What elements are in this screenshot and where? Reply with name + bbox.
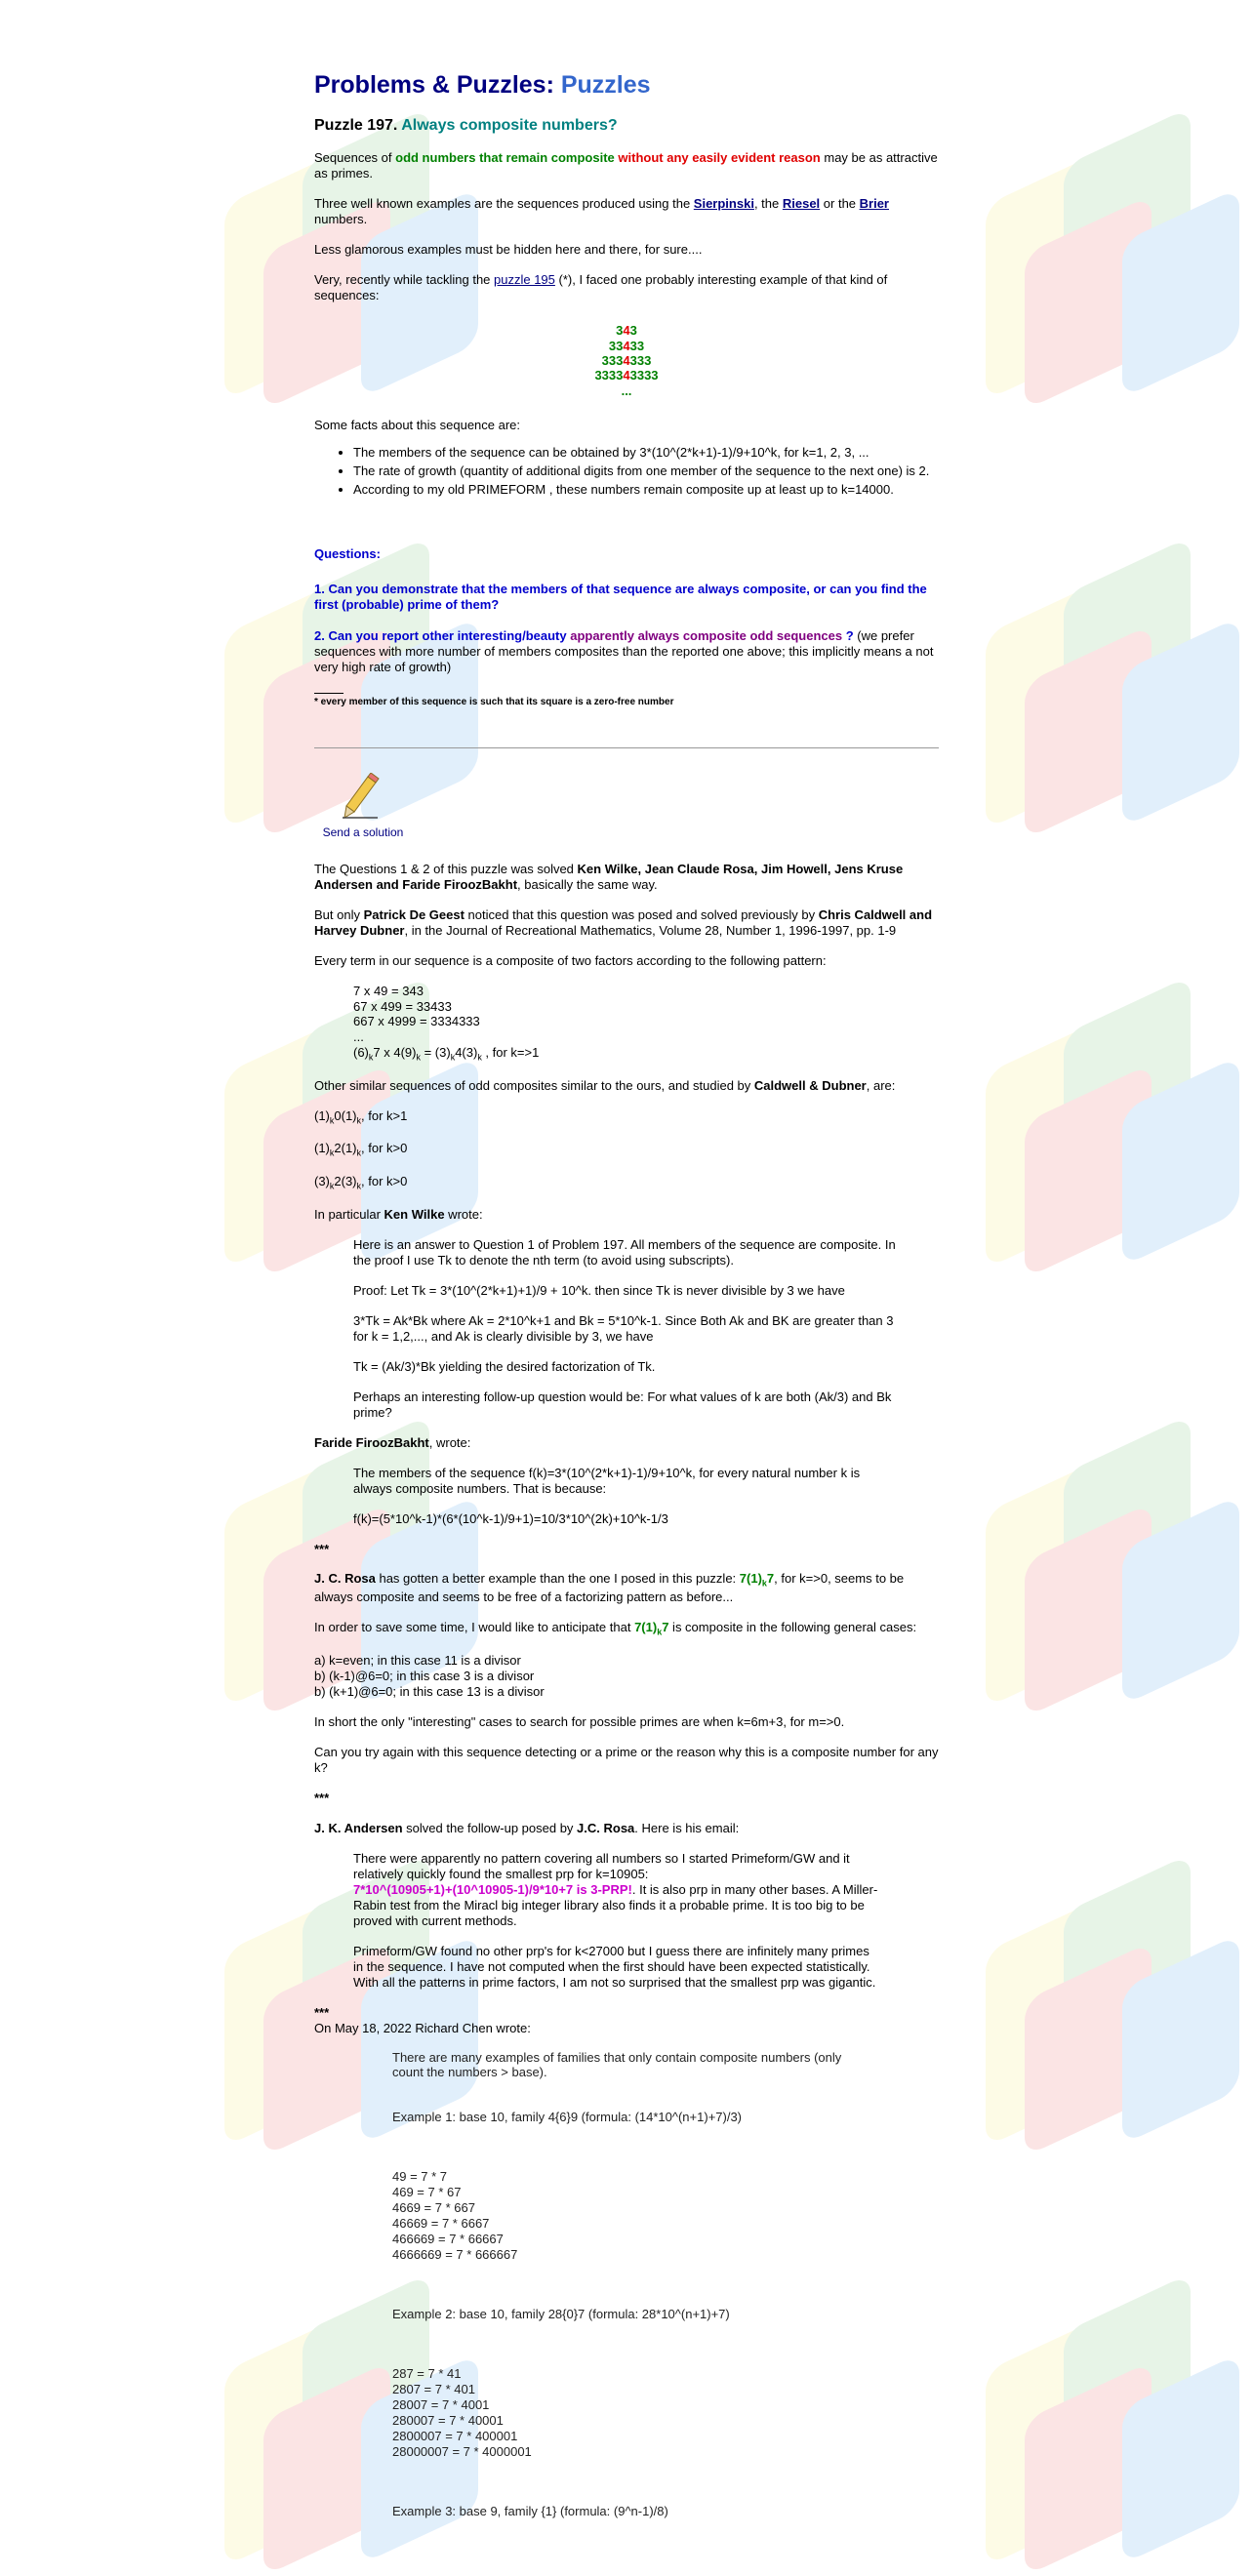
example-line: 4666669 = 7 * 666667 (392, 2247, 518, 2263)
brier-link[interactable]: Brier (859, 196, 889, 212)
sequence-line: 343 (616, 323, 637, 339)
example-line: 46669 = 7 * 6667 (392, 2216, 490, 2232)
quote-paragraph: There were apparently no pattern covering all numbers so I started Primeform/GW and it relatively quickly found the smallest prp for k=10905: 7*10^(10905+1)+(10^10905-1)/9*10+7 is 3-PRP!. It is also prp in many other bases. A Miller-Rabin test from the Miracl big integer library also finds it a probable prime. It is too big to be proved with current methods. (353, 1850, 878, 1928)
list-item: • The rate of growth (quantity of additional digits from one member of the sequence to the next one) is 2. (353, 463, 939, 479)
example-line: 28000007 = 7 * 4000001 (392, 2444, 532, 2460)
faride-intro: Faride FiroozBakht, wrote: (314, 1434, 471, 1450)
send-solution-button[interactable] (319, 773, 407, 840)
example-line: 469 = 7 * 67 (392, 2185, 462, 2200)
puzzle-195-link[interactable]: puzzle 195 (494, 272, 555, 288)
try-paragraph: Can you try again with this sequence detecting or a prime or the reason why this is a composite number for any k? (314, 1744, 939, 1775)
quote-paragraph: f(k)=(5*10^k-1)*(6*(10^k-1)/9+1)=10/3*10^(2k)+10^k-1/3 (353, 1510, 668, 1526)
similar-sequence: $(3)_k2(3)_k$, for k>0 (314, 1174, 408, 1191)
watermark-logo (956, 927, 1249, 1249)
example-line: 2807 = 7 * 401 (392, 2382, 475, 2397)
main-content (314, 60, 939, 2534)
separator-stars: *** (314, 1790, 330, 1805)
questions-heading: Questions: (314, 545, 381, 561)
andersen-intro: J. K. Andersen solved the follow-up posed by J.C. Rosa. Here is his email: (314, 1820, 740, 1835)
quote-paragraph: Primeform/GW found no other prp's for k<27000 but I guess there are infinitely many primes in the sequence. I have not computed when the first should have been expected statistically. With all the patterns in prime factors, I am not so surprised that the smallest prp was gigantic. (353, 1943, 876, 1990)
riesel-link[interactable]: Riesel (782, 196, 821, 212)
example-line: 4669 = 7 * 667 (392, 2200, 475, 2216)
separator-stars: *** (314, 1541, 330, 1556)
watermark-logo (956, 488, 1249, 810)
quote-paragraph: Perhaps an interesting follow-up question would be: For what values of k are both (Ak/3) and Bk prime? (353, 1389, 892, 1420)
sierpinski-link[interactable]: Sierpinski (693, 196, 754, 212)
pencil-icon (339, 773, 387, 822)
andersen-quote (353, 1851, 880, 1991)
example-line: 287 = 7 * 41 (392, 2366, 462, 2382)
example-lines (392, 2366, 851, 2460)
sequence-line: 333343333 (594, 368, 659, 383)
page-title: Problems & Puzzles: Puzzles (314, 71, 651, 99)
separator-stars: *** (314, 2004, 330, 2020)
pattern-line: 7 x 49 = 343 (353, 983, 424, 998)
similar-sequence: $(1)_k2(1)_k$, for k>0 (314, 1141, 408, 1158)
example-line: 49 = 7 * 7 (392, 2169, 448, 2185)
richard-chen-quote (392, 2050, 851, 2520)
example-heading: Example 1: base 10, family 4{6}9 (formula: (14*10^(n+1)+7)/3) (392, 2110, 743, 2125)
send-solution-label: Send a solution (322, 825, 404, 840)
richard-chen-intro: On May 18, 2022 Richard Chen wrote: (314, 2020, 531, 2035)
quote-paragraph: There are many examples of families that only contain composite numbers (only count the numbers > base). (392, 2049, 842, 2080)
list-item: b) (k-1)@6=0; in this case 3 is a divisor (314, 1668, 535, 1683)
glamorous-paragraph: Less glamorous examples must be hidden here and there, for sure.... (314, 242, 703, 258)
example-heading: Example 3: base 9, family {1} (formula: (9^n-1)/8) (392, 2504, 668, 2519)
quote-paragraph: Proof: Let Tk = 3*(10^(2*k+1)+1)/9 + 10^k. then since Tk is never divisible by 3 we have (353, 1282, 845, 1298)
watermark-logo (956, 59, 1249, 381)
watermark-logo (956, 1805, 1249, 2127)
example-lines (392, 2169, 851, 2263)
example-line: 280007 = 7 * 40001 (392, 2413, 504, 2429)
facts-list (314, 445, 939, 498)
question-2: 2. Can you report other interesting/beauty apparently always composite odd sequences ? (we prefer sequences with more number of members composites than the reported one above; this implicitly means a not very high rate of growth) (314, 627, 934, 674)
puzzle-title: Puzzle 197. Always composite numbers? (314, 116, 618, 134)
pattern-line: 667 x 4999 = 3334333 (353, 1014, 480, 1029)
quote-paragraph: The members of the sequence f(k)=3*(10^(2*k+1)-1)/9+10^k, for every natural number k is always composite numbers. That is because: (353, 1465, 861, 1496)
example-line: 28007 = 7 * 4001 (392, 2397, 490, 2413)
anticipate-paragraph: In order to save some time, I would like to anticipate that $7(1)_k7$ is composite in the following general cases: (314, 1620, 917, 1637)
list-item: a) k=even; in this case 11 is a divisor (314, 1652, 521, 1668)
pattern-intro: Every term in our sequence is a composite of two factors according to the following pattern: (314, 952, 827, 968)
intro-paragraph: Sequences of odd numbers that remain composite without any easily evident reason may be as attractive as primes. (314, 150, 938, 181)
recently-paragraph: Very, recently while tackling the puzzle 195 (*), I faced one probably interesting example of that kind of sequences: (314, 272, 888, 303)
pattern-line: 67 x 499 = 33433 (353, 998, 452, 1014)
faride-quote (353, 1466, 880, 1527)
pattern-general: $(6)_k7$ x $4(9)_k = (3)_k4(3)_k$ , for k=>1 (353, 1045, 540, 1063)
short-paragraph: In short the only "interesting" cases to search for possible primes are when k=6m+3, for m=>0. (314, 1713, 845, 1729)
list-item: • According to my old PRIMEFORM , these numbers remain composite up at least up to k=14000. (353, 482, 939, 498)
ken-wilke-quote (353, 1237, 900, 1421)
list-item: b) (k+1)@6=0; in this case 13 is a divisor (314, 1683, 545, 1699)
watermark-logo (956, 2225, 1249, 2547)
sequence-line: ... (621, 382, 632, 398)
facts-intro: Some facts about this sequence are: (314, 417, 521, 432)
solvers-paragraph: The Questions 1 & 2 of this puzzle was solved Ken Wilke, Jean Claude Rosa, Jim Howell, Jens Kruse Andersen and Faride FiroozBakht, basically the same way. (314, 861, 904, 892)
example-line: 466669 = 7 * 66667 (392, 2232, 504, 2247)
cases-list (314, 1653, 939, 1700)
example-heading: Example 2: base 10, family 28{0}7 (formula: 28*10^(n+1)+7) (392, 2307, 730, 2322)
similar-intro: Other similar sequences of odd composites similar to the ours, and studied by Caldwell & Dubner, are: (314, 1077, 896, 1093)
example-line: 2800007 = 7 * 400001 (392, 2429, 518, 2444)
degeest-paragraph: But only Patrick De Geest noticed that this question was posed and solved previously by Chris Caldwell and Harvey Dubner, in the Journal of Recreational Mathematics, Volume 28, Number 1, 1996-1997, pp. 1-9 (314, 906, 933, 938)
quote-paragraph: 3*Tk = Ak*Bk where Ak = 2*10^k+1 and Bk = 5*10^k-1. Since Both Ak and BK are greater than 3 for k = 1,2,..., and Ak is clearly divisible by 3, we have (353, 1312, 894, 1344)
quote-paragraph: Tk = (Ak/3)*Bk yielding the desired factorization of Tk. (353, 1358, 656, 1374)
similar-sequence: $(1)_k0(1)_k$, for k>1 (314, 1107, 408, 1126)
ken-wilke-intro: In particular Ken Wilke wrote: (314, 1206, 483, 1222)
pattern-line: ... (353, 1029, 364, 1045)
sequence-line: 33433 (608, 338, 645, 353)
rosa-paragraph: J. C. Rosa has gotten a better example than the one I posed in this puzzle: $7(1)_k7$, for k=>0, seems to be always composite and seems to be free of a factorizing pattern as before... (314, 1571, 905, 1605)
list-item: • The members of the sequence can be obtained by 3*(10^(2*k+1)-1)/9+10^k, for k=1, 2, 3, ... (353, 445, 939, 461)
footnote: * every member of this sequence is such that its square is a zero-free number (314, 693, 939, 708)
factor-pattern (353, 984, 939, 1064)
watermark-logo (956, 1366, 1249, 1688)
sequence-display (314, 323, 939, 398)
quote-paragraph: Here is an answer to Question 1 of Problem 197. All members of the sequence are composite. In the proof I use Tk to denote the nth term (to avoid using subscripts). (353, 1236, 896, 1268)
sequence-line: 3334333 (601, 352, 652, 368)
divider (314, 747, 939, 748)
question-1: 1. Can you demonstrate that the members of that sequence are always composite, or can you find the first (probable) prime of them? (314, 581, 927, 612)
examples-paragraph: Three well known examples are the sequences produced using the Sierpinski, the Riesel or the Brier numbers. (314, 196, 889, 227)
